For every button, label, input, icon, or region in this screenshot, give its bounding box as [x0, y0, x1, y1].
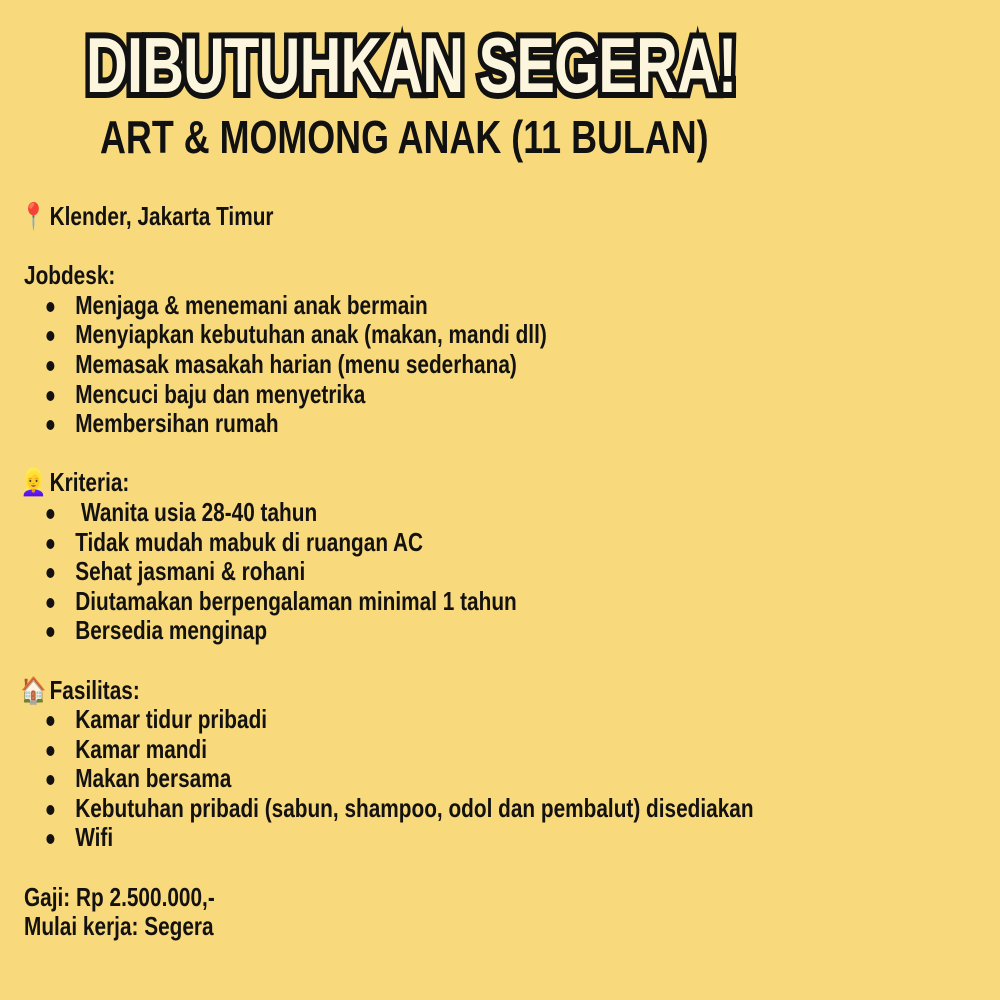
woman-icon: 👱‍♀️: [20, 467, 47, 498]
list-item: Wanita usia 28-40 tahun: [75, 498, 753, 528]
fasilitas-heading: [20, 674, 754, 706]
location-text: Klender, Jakarta Timur: [49, 201, 274, 231]
kriteria-heading: [20, 467, 754, 498]
jobdesk-list: [24, 291, 754, 439]
list-item: Kebutuhan pribadi (sabun, shampoo, odol dan pembalut) disediakan: [75, 792, 754, 823]
list-item: Tidak mudah mabuk di ruangan AC: [75, 528, 753, 558]
list-item: Menjaga & menemani anak bermain: [75, 291, 753, 321]
headline: DIBUTUHKAN SEGERA!: [86, 21, 737, 109]
start-date: Mulai kerja: Segera: [24, 911, 214, 942]
list-item: Kamar mandi: [75, 735, 753, 765]
house-icon: 🏠: [20, 674, 47, 705]
location: [20, 201, 754, 232]
list-item: Diutamakan berpengalaman minimal 1 tahun: [75, 587, 753, 617]
list-item: Makan bersama: [75, 764, 753, 794]
list-item: Kamar tidur pribadi: [75, 705, 753, 735]
kriteria-label: Kriteria:: [49, 467, 130, 498]
list-item: Sehat jasmani & rohani: [75, 557, 753, 587]
kriteria-list: [24, 498, 754, 646]
list-item: Bersedia menginap: [75, 616, 753, 646]
pin-icon: 📍: [20, 201, 47, 231]
list-item: Memasak masakah harian (menu sederhana): [75, 350, 753, 380]
poster-body: [20, 201, 754, 942]
salary: Gaji: Rp 2.500.000,-: [24, 881, 215, 912]
list-item: Mencuci baju dan menyetrika: [75, 380, 753, 410]
list-item: Menyiapkan kebutuhan anak (makan, mandi dll): [75, 320, 753, 350]
jobdesk-label: Jobdesk:: [24, 260, 116, 291]
job-title: ART & MOMONG ANAK (11 BULAN): [100, 111, 709, 163]
fasilitas-list: [24, 705, 754, 853]
fasilitas-label: Fasilitas:: [49, 674, 140, 705]
list-item: Membersihan rumah: [75, 409, 753, 439]
list-item: Wifi: [75, 823, 753, 853]
